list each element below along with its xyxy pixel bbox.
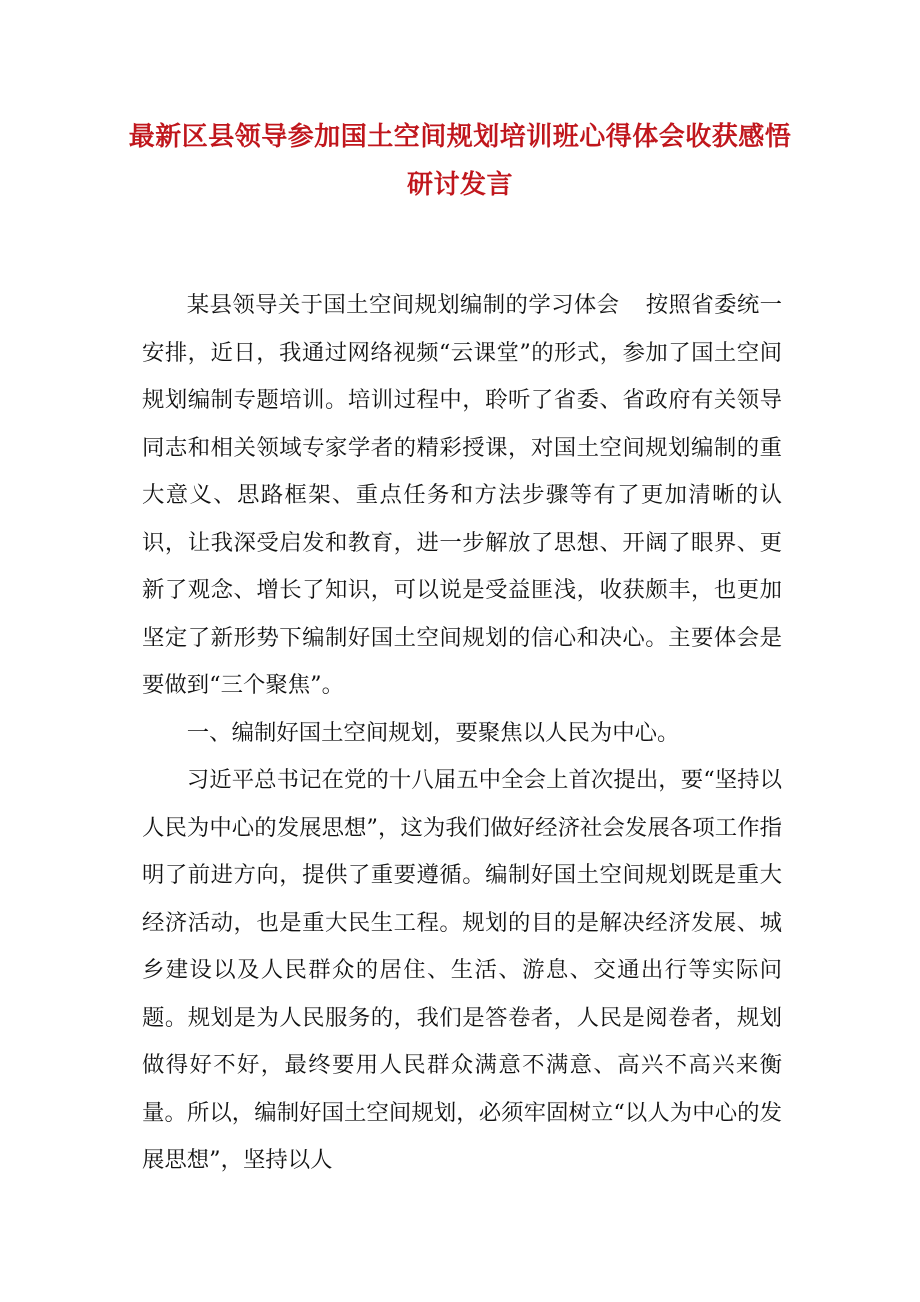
section-heading-1: 一、编制好国土空间规划，要聚焦以人民为中心。 bbox=[186, 719, 680, 746]
document-title: 最新区县领导参加国土空间规划培训班心得体会收获感悟研讨发言 bbox=[128, 122, 792, 200]
document-body bbox=[142, 282, 782, 1185]
intro-paragraph bbox=[142, 282, 782, 710]
body-paragraph-1: 习近平总书记在党的十八届五中全会上首次提出，要“坚持以人民为中心的发展思想”，这为我们做好经济社会发展各项工作指明了前进方向，提供了重要遵循。编制好国土空间规划既是重大经济活动，也是重大民生工程。规划的目的是解决经济发展、城乡建设以及人民群众的居住、生活、游息、交通出行等实际问题。规划是为人民服务的，我们是答卷者，人民是阅卷者，规划做得好不好，最终要用人民群众满意不满意、高兴不高兴来衡量。所以，编制好国土空间规划，必须牢固树立“以人为中心的发展思想”，坚持以人 bbox=[142, 767, 782, 1173]
intro-lead: 某县领导关于国土空间规划编制的学习体会 bbox=[186, 292, 620, 318]
intro-body: 按照省委统一安排，近日，我通过网络视频“云课堂”的形式，参加了国土空间规划编制专题培训。培训过程中，聆听了省委、省政府有关领导同志和相关领域专家学者的精彩授课，对国土空间规划编制的重大意义、思路框架、重点任务和方法步骤等有了更加清晰的认识，让我深受启发和教育，进一步解放了思想、开阔了眼界、更新了观念、增长了知识，可以说是受益匪浅，收获颇丰，也更加坚定了新形势下编制好国土空间规划的信心和决心。主要体会是要做到“三个聚焦”。 bbox=[142, 292, 783, 698]
